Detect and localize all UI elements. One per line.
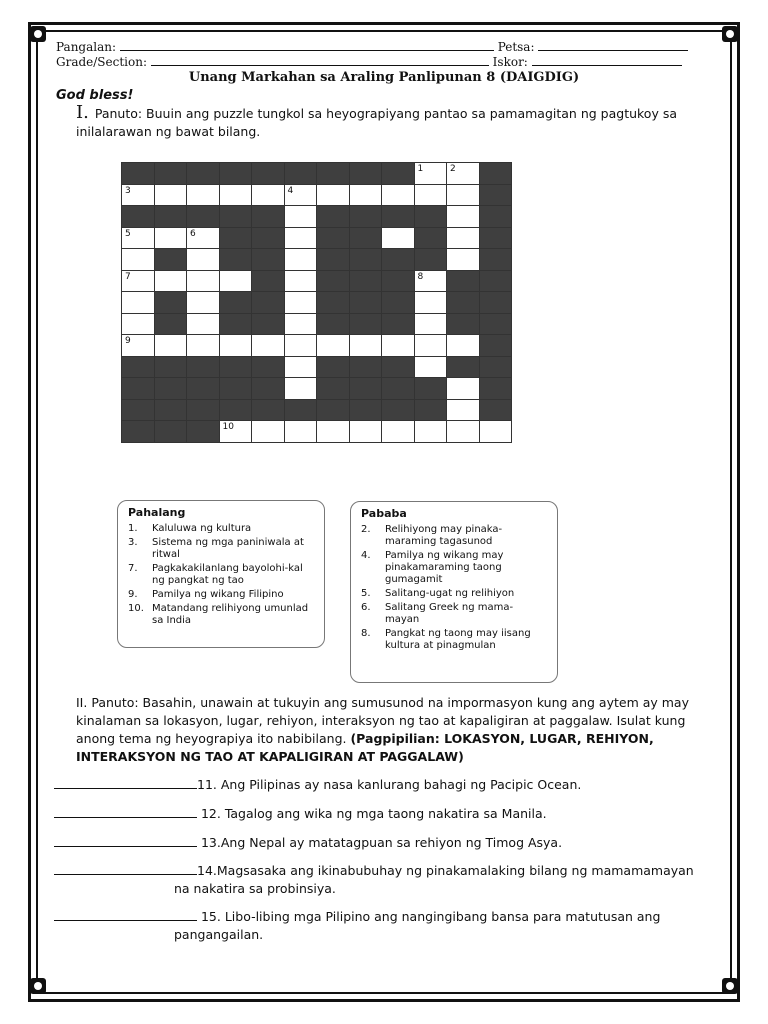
crossword-block	[187, 378, 220, 400]
across-heading: Pahalang	[128, 506, 186, 519]
crossword-cell[interactable]	[252, 335, 285, 357]
crossword-cell[interactable]	[187, 184, 220, 206]
crossword-cell[interactable]	[447, 421, 480, 443]
crossword-block	[187, 206, 220, 228]
crossword-block	[414, 206, 447, 228]
clue-item	[361, 550, 547, 586]
crossword-cell[interactable]	[284, 227, 317, 249]
crossword-cell[interactable]	[447, 163, 480, 185]
crossword-cell[interactable]	[382, 227, 415, 249]
crossword-block	[154, 378, 187, 400]
crossword-block	[382, 399, 415, 421]
part2-numeral: II.	[76, 695, 88, 710]
crossword-cell[interactable]	[447, 184, 480, 206]
part1-text: Panuto: Buuin ang puzzle tungkol sa heyograpiyang pantao sa pamamagitan ng pagtukoy sa inilalarawan ng bawat bilang.	[76, 106, 677, 139]
crossword-block	[382, 249, 415, 271]
crossword-block	[252, 206, 285, 228]
crossword-cell[interactable]	[284, 421, 317, 443]
crossword-block	[349, 163, 382, 185]
question-continuation: pangangailan.	[174, 927, 264, 942]
name-field[interactable]	[120, 40, 494, 51]
crossword-cell[interactable]	[154, 335, 187, 357]
crossword-cell[interactable]	[252, 184, 285, 206]
crossword-cell[interactable]	[414, 313, 447, 335]
crossword-block	[219, 313, 252, 335]
crossword-cell[interactable]	[414, 335, 447, 357]
page-title: Unang Markahan sa Araling Panlipunan 8 (DAIGDIG)	[188, 70, 580, 85]
crossword-block	[479, 163, 512, 185]
clue-number: 10.	[128, 603, 144, 614]
crossword-cell[interactable]	[479, 421, 512, 443]
crossword-cell[interactable]	[284, 206, 317, 228]
crossword-cell[interactable]	[187, 292, 220, 314]
crossword-block	[154, 163, 187, 185]
crossword-block	[479, 270, 512, 292]
crossword-block	[317, 378, 350, 400]
crossword-block	[447, 313, 480, 335]
crossword-block	[414, 249, 447, 271]
crossword-cell[interactable]	[219, 421, 252, 443]
clue-item	[361, 524, 547, 548]
cell-number: 8	[417, 271, 424, 282]
crossword-block	[382, 378, 415, 400]
crossword-cell[interactable]	[252, 421, 285, 443]
crossword-cell[interactable]	[154, 270, 187, 292]
crossword-cell[interactable]	[447, 399, 480, 421]
crossword-block	[122, 421, 155, 443]
cell-number: 7	[125, 271, 131, 282]
clue-number: 8.	[361, 628, 371, 639]
crossword-block	[219, 378, 252, 400]
question-text: 13.Ang Nepal ay matatagpuan sa rehiyon ng Timog Asya.	[197, 835, 563, 850]
crossword-cell[interactable]	[447, 335, 480, 357]
clue-text: Pagkakakilanlang bayolohi-kal ng pangkat ng tao	[152, 563, 303, 586]
crossword-cell[interactable]	[284, 249, 317, 271]
clue-text: Sistema ng mga paniniwala at ritwal	[152, 537, 304, 560]
crossword-block	[382, 206, 415, 228]
clue-item	[361, 602, 547, 626]
crossword-cell[interactable]	[414, 270, 447, 292]
crossword-block	[479, 399, 512, 421]
crossword-block	[414, 378, 447, 400]
crossword-block	[317, 313, 350, 335]
crossword-block	[382, 270, 415, 292]
question-text: 11. Ang Pilipinas ay nasa kanlurang bahagi ng Pacipic Ocean.	[197, 777, 582, 792]
crossword-block	[447, 292, 480, 314]
crossword-block	[122, 356, 155, 378]
clue-number: 2.	[361, 524, 371, 535]
corner-ornament-bottom-left	[30, 978, 46, 994]
crossword-cell[interactable]	[187, 313, 220, 335]
date-field[interactable]	[538, 40, 688, 51]
part2-text: Panuto: Basahin, unawain at tukuyin ang sumusunod na impormasyon kung ang aytem ay may kinalaman sa lokasyon, lugar, rehiyon, interaksyon ng tao at kapaligiran at paggalaw. Isulat kung anong tema ng heyograpiya ito nabibilang.	[76, 695, 689, 746]
crossword-cell[interactable]	[187, 270, 220, 292]
crossword-cell[interactable]	[187, 335, 220, 357]
crossword-block	[317, 249, 350, 271]
clue-item	[128, 589, 314, 601]
crossword-cell[interactable]	[122, 313, 155, 335]
crossword-block	[154, 399, 187, 421]
crossword-block	[349, 356, 382, 378]
clue-number: 1.	[128, 523, 138, 534]
question-text: 14.Magsasaka ang ikinabubuhay ng pinakamalaking bilang ng mamamamayan	[197, 863, 694, 878]
crossword-block	[317, 227, 350, 249]
clue-item	[361, 588, 547, 600]
crossword-block	[219, 227, 252, 249]
crossword-block	[349, 249, 382, 271]
crossword-block	[187, 421, 220, 443]
crossword-cell[interactable]	[154, 184, 187, 206]
corner-ornament-bottom-right	[722, 978, 738, 994]
crossword-block	[219, 292, 252, 314]
crossword-cell[interactable]	[414, 356, 447, 378]
question-13	[54, 834, 562, 852]
crossword-cell[interactable]	[154, 227, 187, 249]
question-11	[54, 776, 581, 794]
crossword-block	[122, 163, 155, 185]
crossword-cell[interactable]	[284, 270, 317, 292]
crossword-block	[479, 184, 512, 206]
score-field[interactable]	[532, 55, 682, 66]
cell-number: 10	[222, 422, 234, 432]
crossword-block	[187, 163, 220, 185]
crossword-block	[219, 356, 252, 378]
crossword-cell[interactable]	[447, 206, 480, 228]
crossword-block	[317, 270, 350, 292]
score-label: Iskor:	[492, 55, 528, 69]
crossword-block	[154, 313, 187, 335]
clue-text: Matandang relihiyong umunlad sa India	[152, 603, 309, 626]
crossword-block	[349, 206, 382, 228]
question-14	[54, 862, 694, 898]
clue-text: Salitang-ugat ng relihiyon	[385, 588, 515, 599]
crossword-cell[interactable]	[284, 335, 317, 357]
answer-blank[interactable]	[54, 908, 197, 921]
part1-numeral: I.	[76, 102, 89, 123]
part2-choices: (Pagpipilian: LOKASYON, LUGAR, REHIYON, INTERAKSYON NG TAO AT KAPALIGIRAN AT PAGGALAW)	[76, 731, 654, 764]
crossword-cell[interactable]	[219, 335, 252, 357]
crossword-cell[interactable]	[187, 227, 220, 249]
crossword-cell[interactable]	[414, 421, 447, 443]
crossword-block	[349, 292, 382, 314]
date-label: Petsa:	[497, 40, 535, 54]
crossword-block	[122, 378, 155, 400]
cell-number: 9	[125, 336, 131, 346]
crossword-block	[252, 399, 285, 421]
crossword-block	[349, 227, 382, 249]
crossword-cell[interactable]	[122, 335, 155, 357]
question-12	[54, 805, 547, 823]
crossword-cell[interactable]	[349, 335, 382, 357]
cell-number: 3	[125, 185, 131, 196]
cell-number: 5	[125, 228, 131, 239]
crossword-block	[479, 227, 512, 249]
crossword-block	[479, 335, 512, 357]
question-text: 12. Tagalog ang wika ng mga taong nakatira sa Manila.	[197, 806, 547, 821]
crossword-cell[interactable]	[284, 378, 317, 400]
crossword-cell[interactable]	[122, 184, 155, 206]
crossword-cell[interactable]	[284, 313, 317, 335]
cell-number: 4	[287, 185, 294, 196]
grade-field[interactable]	[151, 55, 489, 66]
crossword-cell[interactable]	[447, 249, 480, 271]
crossword-block	[219, 163, 252, 185]
crossword-block	[349, 399, 382, 421]
crossword-block	[414, 399, 447, 421]
crossword-block	[349, 378, 382, 400]
crossword-cell[interactable]	[284, 356, 317, 378]
question-continuation: na nakatira sa probinsiya.	[174, 881, 336, 896]
crossword-cell[interactable]	[122, 270, 155, 292]
crossword-block	[479, 356, 512, 378]
crossword-block	[284, 163, 317, 185]
clue-number: 3.	[128, 537, 138, 548]
crossword-block	[252, 313, 285, 335]
grade-label: Grade/Section:	[56, 55, 148, 69]
corner-ornament-top-left	[30, 26, 46, 42]
crossword-block	[317, 163, 350, 185]
crossword-block	[317, 399, 350, 421]
crossword-block	[414, 227, 447, 249]
crossword-cell[interactable]	[219, 184, 252, 206]
crossword-block	[154, 206, 187, 228]
crossword-block	[317, 292, 350, 314]
crossword-block	[479, 292, 512, 314]
crossword-block	[447, 356, 480, 378]
clue-item	[128, 523, 314, 535]
crossword-block	[349, 313, 382, 335]
greeting: God bless!	[56, 88, 134, 103]
crossword-block	[382, 292, 415, 314]
crossword-cell[interactable]	[414, 163, 447, 185]
crossword-grid	[121, 162, 512, 443]
question-15	[54, 908, 660, 944]
crossword-block	[219, 399, 252, 421]
down-heading: Pababa	[361, 507, 407, 520]
crossword-block	[382, 163, 415, 185]
clue-text: Pamilya ng wikang Filipino	[152, 589, 284, 600]
crossword-cell[interactable]	[122, 227, 155, 249]
clue-number: 4.	[361, 550, 371, 561]
crossword-cell[interactable]	[122, 249, 155, 271]
crossword-block	[252, 249, 285, 271]
crossword-cell[interactable]	[317, 184, 350, 206]
crossword-block	[252, 378, 285, 400]
crossword-block	[382, 356, 415, 378]
crossword-cell[interactable]	[447, 227, 480, 249]
answer-blank[interactable]	[54, 834, 197, 847]
crossword-cell[interactable]	[284, 292, 317, 314]
crossword-block	[317, 206, 350, 228]
crossword-cell[interactable]	[349, 184, 382, 206]
crossword-block	[219, 249, 252, 271]
crossword-block	[479, 378, 512, 400]
crossword-block	[252, 227, 285, 249]
clue-item	[361, 628, 547, 652]
clue-text: Kaluluwa ng kultura	[152, 523, 252, 534]
clue-number: 5.	[361, 588, 371, 599]
crossword-block	[284, 399, 317, 421]
crossword-block	[154, 292, 187, 314]
clue-number: 9.	[128, 589, 138, 600]
crossword-block	[154, 421, 187, 443]
crossword-block	[187, 399, 220, 421]
crossword-cell[interactable]	[349, 421, 382, 443]
crossword-block	[382, 313, 415, 335]
cell-number: 2	[450, 164, 456, 174]
crossword-block	[187, 356, 220, 378]
answer-blank[interactable]	[54, 776, 197, 789]
crossword-cell[interactable]	[317, 421, 350, 443]
crossword-block	[252, 163, 285, 185]
question-text: 15. Libo-libing mga Pilipino ang nangingibang bansa para matutusan ang	[197, 909, 661, 924]
crossword-block	[252, 292, 285, 314]
crossword-block	[122, 206, 155, 228]
crossword-cell[interactable]	[317, 335, 350, 357]
clue-text: Pamilya ng wikang may pinakamaraming taong gumagamit	[385, 550, 504, 585]
crossword-block	[479, 206, 512, 228]
clue-number: 7.	[128, 563, 138, 574]
clue-item	[128, 603, 314, 627]
crossword-cell[interactable]	[382, 421, 415, 443]
crossword-cell[interactable]	[284, 184, 317, 206]
crossword-cell[interactable]	[122, 292, 155, 314]
cell-number: 1	[417, 164, 424, 174]
name-label: Pangalan:	[56, 40, 117, 54]
crossword-block	[122, 399, 155, 421]
grade-row	[56, 55, 682, 69]
crossword-cell[interactable]	[382, 184, 415, 206]
down-clues	[350, 501, 558, 683]
crossword-block	[317, 356, 350, 378]
crossword-cell[interactable]	[187, 249, 220, 271]
cell-number: 6	[190, 228, 196, 239]
answer-blank[interactable]	[54, 862, 197, 875]
clue-text: Pangkat ng taong may iisang kultura at pinagmulan	[385, 628, 531, 651]
crossword-cell[interactable]	[382, 335, 415, 357]
crossword-block	[154, 356, 187, 378]
name-row	[56, 40, 688, 54]
clue-number: 6.	[361, 602, 371, 613]
crossword-cell[interactable]	[414, 184, 447, 206]
part1-instruction	[76, 104, 716, 141]
corner-ornament-top-right	[722, 26, 738, 42]
clue-text: Salitang Greek ng mama-mayan	[385, 602, 514, 625]
crossword-cell[interactable]	[414, 292, 447, 314]
crossword-block	[479, 313, 512, 335]
crossword-cell[interactable]	[447, 378, 480, 400]
clue-item	[128, 563, 314, 587]
crossword-block	[154, 249, 187, 271]
crossword-block	[349, 270, 382, 292]
crossword-block	[447, 270, 480, 292]
crossword-block	[479, 249, 512, 271]
part2-instruction	[76, 694, 716, 766]
crossword-cell[interactable]	[219, 270, 252, 292]
clue-item	[128, 537, 314, 561]
clue-text: Relihiyong may pinaka-maraming tagasunod	[385, 524, 503, 547]
crossword-block	[252, 270, 285, 292]
answer-blank[interactable]	[54, 805, 197, 818]
crossword-block	[219, 206, 252, 228]
across-clues	[117, 500, 325, 648]
crossword-block	[252, 356, 285, 378]
